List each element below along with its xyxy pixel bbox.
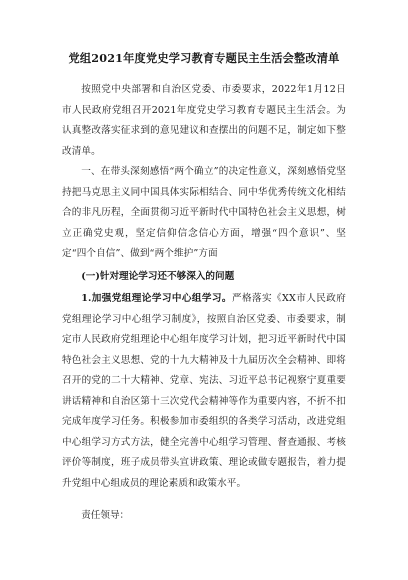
item-one-paragraph [62, 289, 346, 494]
document-title: 党组2021年度党史学习教育专题民主生活会整改清单 [68, 51, 340, 65]
section-one-paragraph: 一、在带头深刻感悟“两个确立”的决定性意义，深刻感悟党坚持把马克思主义同中国具体实际相结合、同中华优秀传统文化相结合的非凡历程，全面贯彻习近平新时代中国特色社会主义思想，树立正确党史观，坚定信仰信念信心方面，增强“四个意识”、坚定“四个自信”、做到“两个维护”方面 [62, 166, 346, 259]
item-one-lead: 1.加强党组理论学习中心组学习。 [81, 293, 232, 304]
responsible-leader-label: 责任领导： [81, 510, 130, 521]
intro-paragraph: 按照党中央部署和自治区党委、市委要求，2022年1月12日市人民政府党组召开2021年度党史学习教育专题民主生活会。为认真整改落实征求到的意见建议和查摆出的问题不足，制定如下整改清单。 [62, 84, 346, 157]
item-one-body: 严格落实《XX市人民政府党组理论学习中心组学习制度》，按照自治区党委、市委要求，制定市人民政府党组理论中心组年度学习计划，把习近平新时代中国特色社会主义思想、党的十九大精神及十九届历次全会精神、即将召开的党的二十大精神、党章、宪法、习近平总书记视察宁夏重要讲话精神和自治区第十三次党代会精神等作为重要内容，不折不扣完成年度学习任务。积极参加市委组织的各类学习活动，改进党组中心组学习方式方法，健全完善中心组学习管理、督查通报、考核评价等制度，班子成员带头宣讲政策、理论或做专题报告，着力提升党组中心组成员的理论素质和政策水平。 [62, 293, 346, 489]
subsection-heading: (一)针对理论学习还不够深入的问题 [81, 270, 235, 282]
